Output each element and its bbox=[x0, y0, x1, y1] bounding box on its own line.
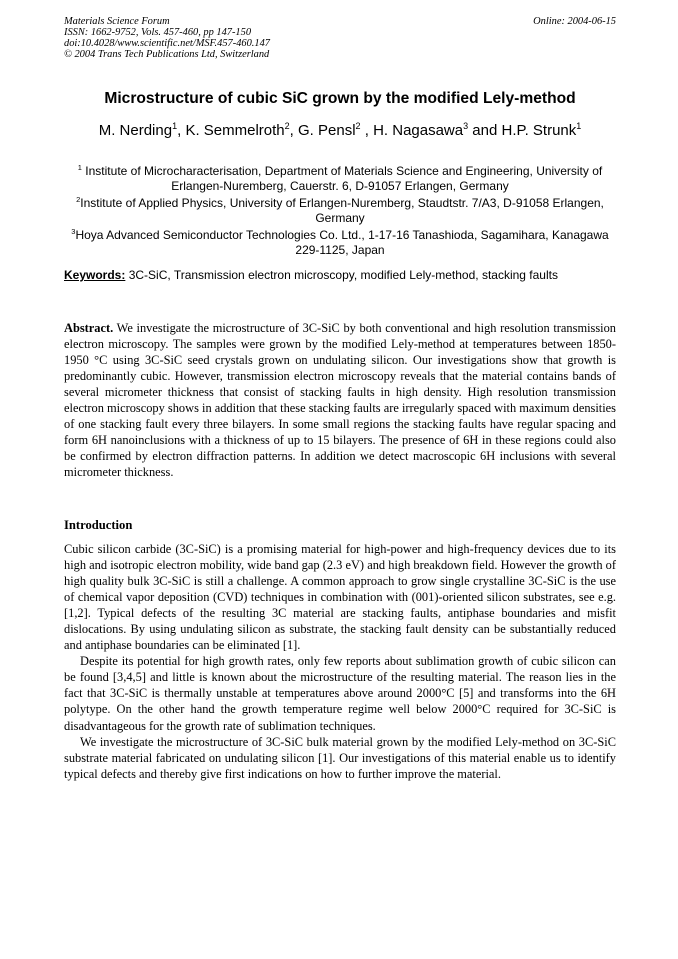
abstract-text: We investigate the microstructure of 3C-SiC by both conventional and high resolution transmission electron microscopy. The samples were grown by the modified Lely-method at temperatures between 1850-1950 °C using 3C-SiC seed crystals grown on undulating silicon. Our investigations show that growth is predominantly cubic. However, transmission electron microscopy reveals that the material contains bands of several micrometer thickness that consist of stacking faults in high density. High resolution transmission electron microscopy shows in addition that these stacking faults are irregularly spaced with maximum densities of one stacking fault every three bilayers. In some small regions the stacking faults have regular spacing and form 6H nanoinclusions with a thickness of up to 15 bilayers. The presence of 6H in these regions could also be confirmed by electron diffraction patterns. In addition we detect macroscopic 6H inclusions with several micrometer thickness. bbox=[64, 321, 617, 480]
author-name: H.P. Strunk bbox=[501, 122, 577, 139]
author-affiliation-mark: 3 bbox=[463, 121, 469, 131]
paragraph: Cubic silicon carbide (3C-SiC) is a promising material for high-power and high-frequency devices due to its high and isotropic electron mobility, wide band gap (2.3 eV) and high breakdown field. However the growth of high quality bulk 3C-SiC is still a challenge. A common approach to grow single crystalline 3C-SiC is the use of chemical vapor deposition (CVD) techniques in combination with (001)-oriented silicon substrates, see e.g. [1,2]. Typical defects of the resulting 3C material are stacking faults, antiphase boundaries and misfit dislocations. By using undulating silicon as substrate, the stacking fault density can be substantially reduced and antiphase boundaries can be eliminated [1]. bbox=[64, 542, 616, 653]
author-separator: , bbox=[289, 122, 298, 139]
affiliation-number: 1 bbox=[77, 163, 82, 172]
author-affiliation-mark: 2 bbox=[284, 121, 290, 131]
author bbox=[185, 122, 298, 139]
author-name: M. Nerding bbox=[98, 122, 173, 139]
affiliation-number: 3 bbox=[71, 227, 76, 237]
author-name: H. Nagasawa bbox=[373, 122, 464, 139]
page-header bbox=[64, 16, 616, 60]
copyright-line: © 2004 Trans Tech Publications Ltd, Switzerland bbox=[64, 49, 270, 60]
abstract-label: Abstract. bbox=[64, 321, 114, 335]
author bbox=[373, 122, 501, 139]
author-name: K. Semmelroth bbox=[185, 122, 285, 139]
affiliation-text: Hoya Advanced Semiconductor Technologies Co. Ltd., 1-17-16 Tanashioda, Sagamihara, Kanagawa 229-1125, Japan bbox=[75, 228, 609, 257]
author-list bbox=[64, 121, 616, 139]
abstract bbox=[64, 320, 616, 480]
affiliation-number: 2 bbox=[76, 195, 81, 205]
paragraph: We investigate the microstructure of 3C-SiC bulk material grown by the modified Lely-method on 3C-SiC substrate material fabricated on undulating silicon [1]. Our investigations of this material enable us to identify typical defects and thereby give first indications on how to further improve the material. bbox=[64, 734, 616, 781]
author-separator: , bbox=[360, 122, 374, 139]
affiliation-text: Institute of Applied Physics, University of Erlangen-Nuremberg, Staudtstr. 7/A3, D-91058 Erlangen, Germany bbox=[80, 196, 604, 225]
author-name: G. Pensl bbox=[298, 122, 356, 139]
keywords bbox=[64, 268, 616, 282]
author-affiliation-mark: 1 bbox=[576, 121, 582, 131]
author bbox=[298, 122, 373, 139]
paragraph: Despite its potential for high growth rates, only few reports about sublimation growth of cubic silicon can be found [3,4,5] and little is known about the microstructure of the resulting material. The reason lies in the fact that 3C-SiC is thermally unstable at temperatures above around 2000°C [5] and transforms into the 6H polytype. On the other hand the growth temperature regime well below 2000°C required for 3C-SiC is disadvantageous for the growth rate of sublimation techniques. bbox=[64, 654, 616, 733]
doi-line: doi:10.4028/www.scientific.net/MSF.457-460.147 bbox=[64, 38, 270, 49]
author-separator: , bbox=[177, 122, 186, 139]
affiliation-text: Institute of Microcharacterisation, Department of Materials Science and Engineering, University of Erlangen-Nuremberg, Cauerstr. 6, D-91057 Erlangen, Germany bbox=[85, 164, 603, 193]
affiliation bbox=[64, 193, 616, 225]
author bbox=[99, 122, 186, 139]
keywords-text: 3C-SiC, Transmission electron microscopy, modified Lely-method, stacking faults bbox=[128, 268, 558, 282]
issn-line: ISSN: 1662-9752, Vols. 457-460, pp 147-150 bbox=[64, 27, 252, 38]
introduction-body bbox=[64, 541, 616, 782]
affiliation bbox=[64, 225, 616, 257]
author bbox=[502, 122, 582, 139]
paper-title: Microstructure of cubic SiC grown by the modified Lely-method bbox=[104, 90, 576, 107]
author-affiliation-mark: 2 bbox=[355, 121, 361, 131]
author-separator: and bbox=[468, 122, 502, 139]
section-heading-introduction: Introduction bbox=[64, 518, 133, 532]
affiliation bbox=[64, 161, 616, 193]
journal-name: Materials Science Forum bbox=[64, 16, 170, 27]
online-date: Online: 2004-06-15 bbox=[533, 16, 616, 27]
keywords-label: Keywords: bbox=[64, 268, 126, 282]
author-affiliation-mark: 1 bbox=[172, 121, 178, 131]
affiliation-list bbox=[64, 161, 616, 258]
